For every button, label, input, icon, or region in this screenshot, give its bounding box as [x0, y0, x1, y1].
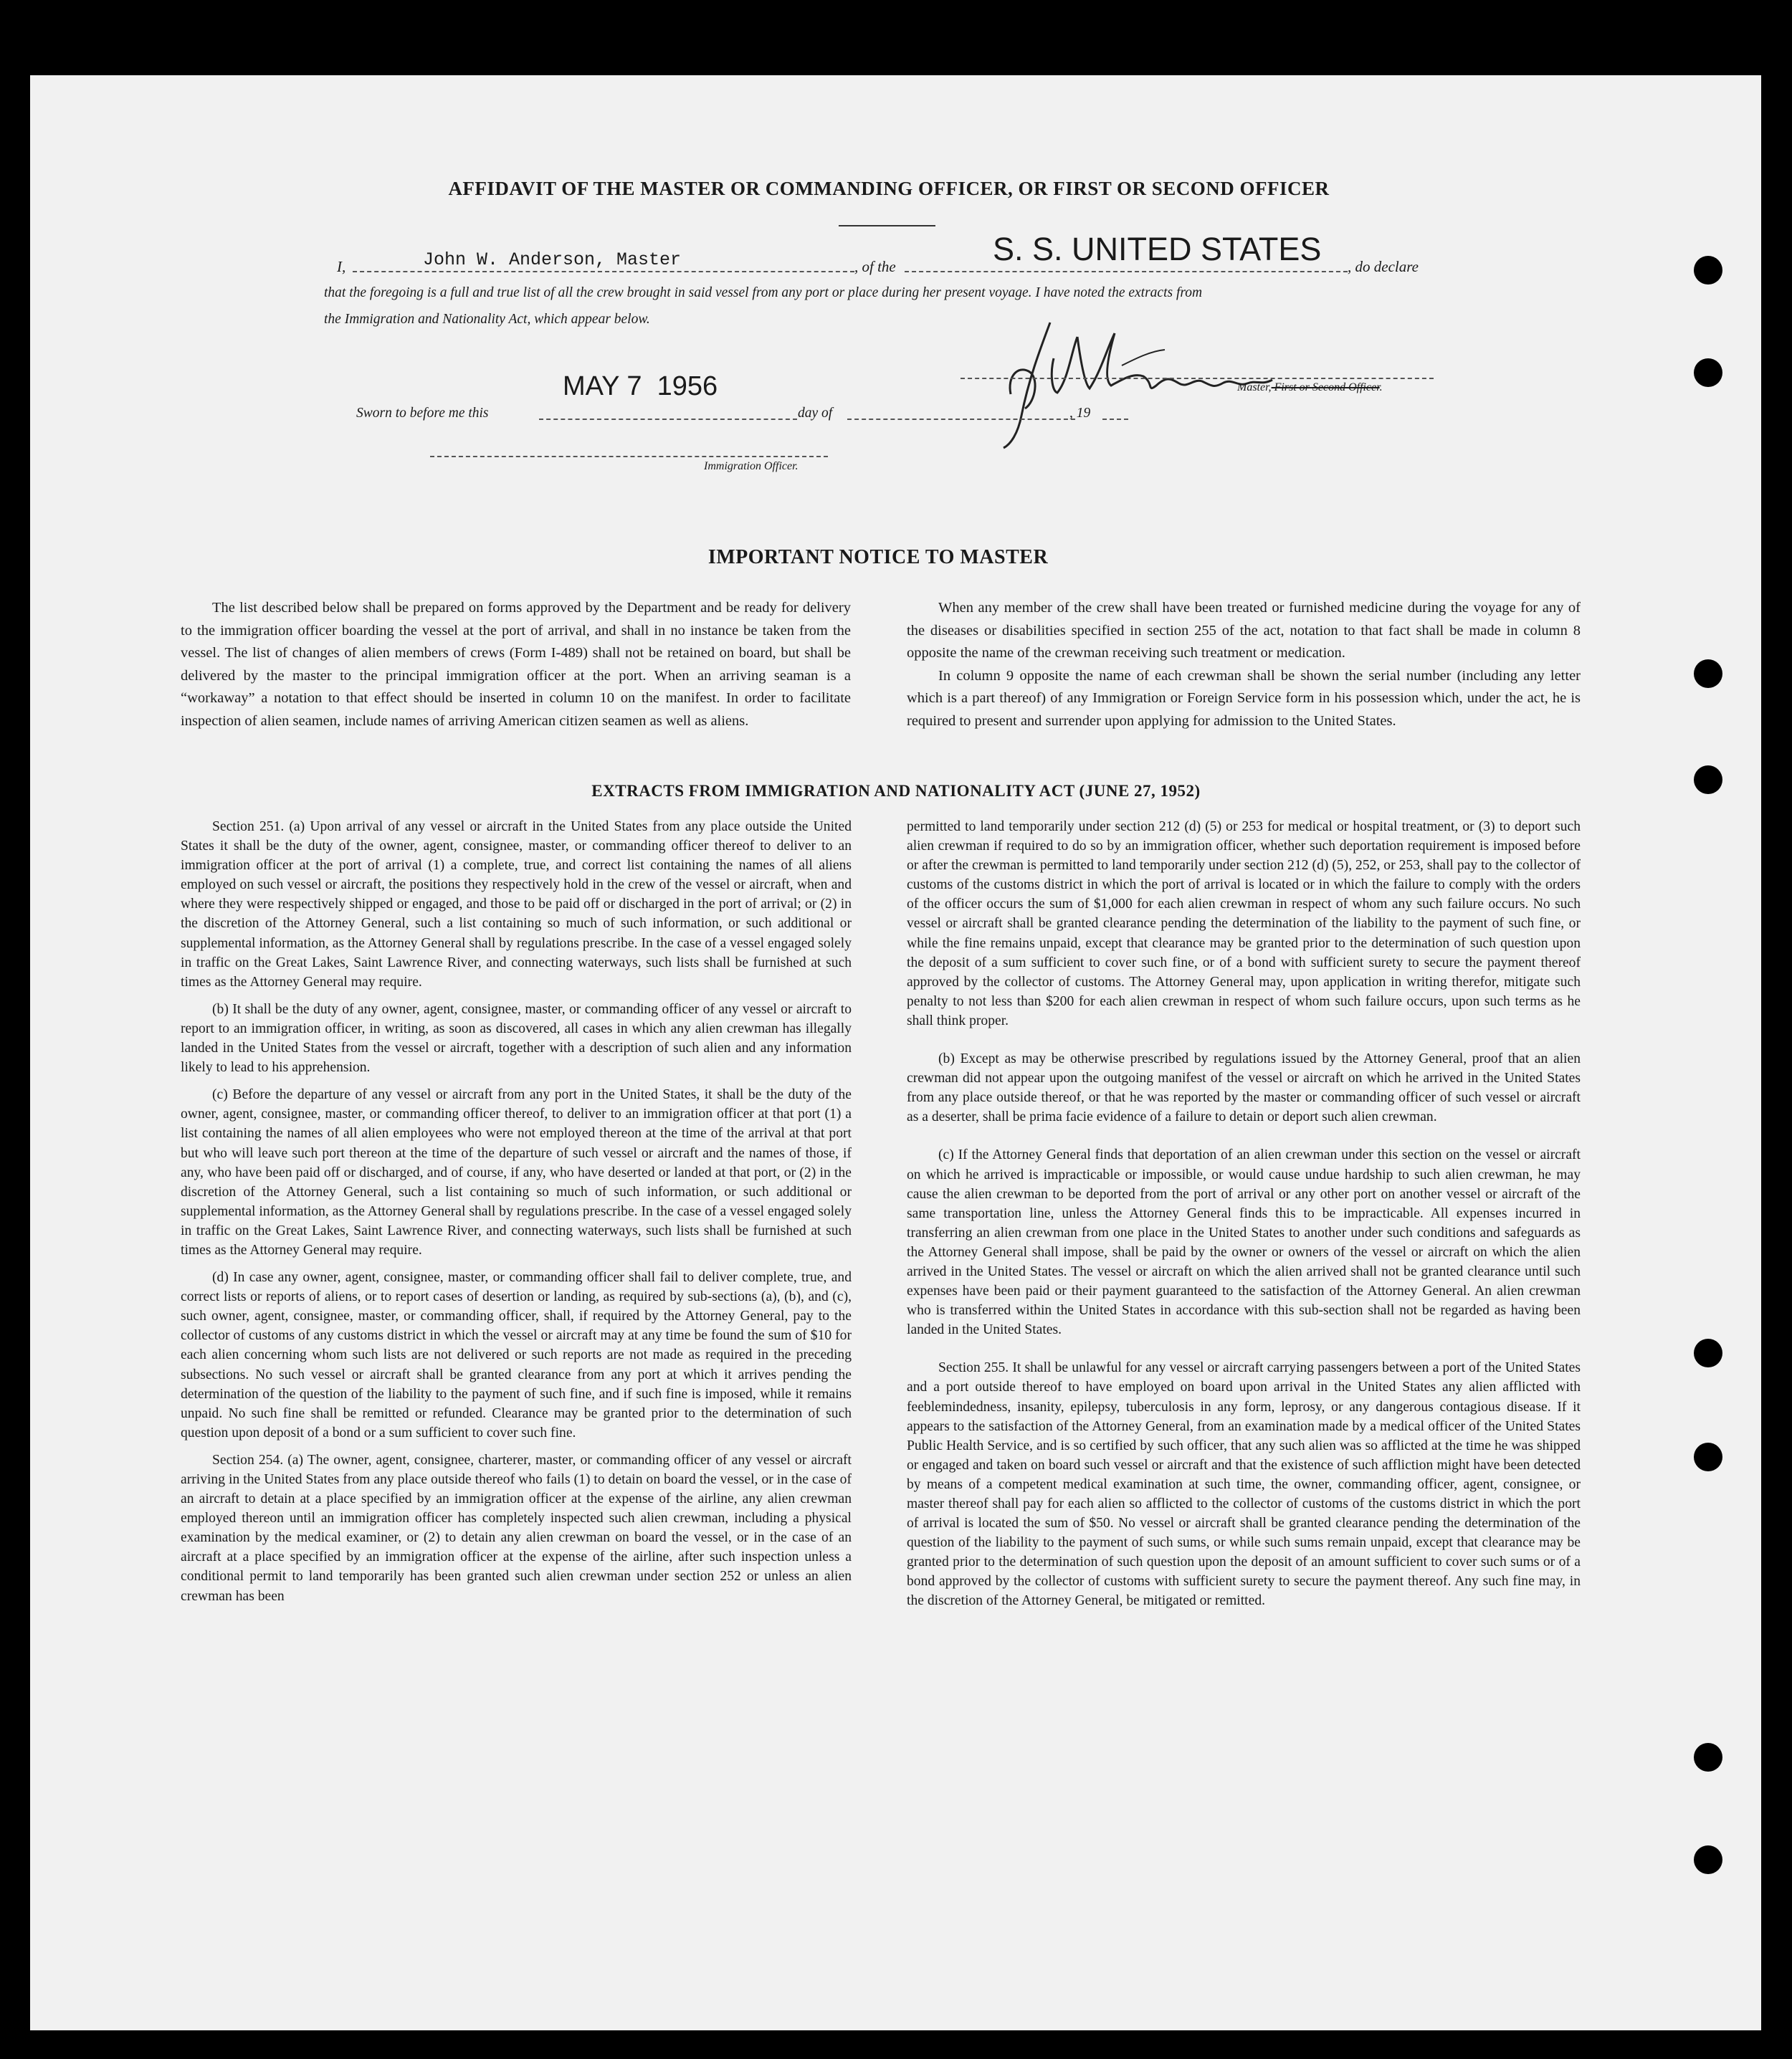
section-254-a: Section 254. (a) The owner, agent, consignee, charterer, master, or commanding officer of any vessel or aircraft arriving in the United States from any place outside thereof who fails (1) to detain on board the vessel, or in the case of an aircraft to detain at a place specified by an immigration officer at the expense of the airline, any alien crewman employed thereon until an immigration officer has completely inspected such alien crewman, including a physical examination by the medical examiner, or (2) to detain any alien crewman on board the vessel, or in the case of an aircraft at a place specified by an immigration officer at the expense of the airline, after such inspection unless a conditional permit to land temporarily has been granted such alien crewman under section 252 or unless an alien crewman has been [181, 1452, 852, 1604]
do-declare-label: , do declare [1348, 258, 1419, 275]
section-251-b: (b) It shall be the duty of any owner, agent, consignee, master, or commanding officer of any vessel or aircraft to report to an immigration officer, in writing, as soon as discovered, all cases in which any alien crewman has illegally landed in the United States from the vessel or aircraft, together with a description of such alien and any information likely to lead to his apprehension. [181, 1001, 852, 1076]
notice-right-text-1: When any member of the crew shall have been treated or furnished medicine during the voyage for any of the diseases or disabilities specified in section 255 of the act, notation to that fact shall be made in column 8 opposite the name of the crewman receiving such treatment or medication. [907, 600, 1581, 661]
i-label: I, [337, 258, 346, 275]
sworn-day-blank [539, 419, 797, 420]
notice-title: IMPORTANT NOTICE TO MASTER [707, 546, 1049, 568]
master-caption-prefix: Master, [1237, 381, 1272, 393]
punch-hole [1694, 358, 1722, 387]
affidavit-title: AFFIDAVIT OF THE MASTER OR COMMANDING OFFICER, OR FIRST OR SECOND OFFICER [448, 178, 1330, 199]
punch-hole [1694, 256, 1722, 285]
declaration-line-1: that the foregoing is a full and true list of all the crew brought in said vessel from any port or place during her present voyage. I have noted the extracts from [324, 285, 1203, 300]
section-254-a-continued: permitted to land temporarily under section 212 (d) (5) or 253 for medical or hospital treatment, or (3) to deport such alien crewman if required to do so by an immigration officer, whether such deportation requirement is imposed before or after the crewman is permitted to land temporarily under section 212 (d) (5), 252, or 253, shall pay to the collector of customs of the customs district in which the port of arrival is located or in which the failure to comply with the orders of the officer occurs the sum of $1,000 for each alien crewman in respect of whom any such failure occurs. No such vessel or aircraft shall be granted clearance pending the determination of the liability to the payment of such fine, or while the fine remains unpaid, except that clearance may be granted prior to the determination of such question upon the deposit of a sum sufficient to cover such fine, or of a bond with sufficient surety to secure the payment thereof approved by the collector of customs. The Attorney General may, upon application in writing therefor, mitigate such penalty to not less than $200 for each alien crewman in respect of whom such failure occurs, upon such terms as he shall think proper. [907, 819, 1581, 1028]
of-the-label: , of the [854, 258, 896, 275]
section-251-a: Section 251. (a) Upon arrival of any vessel or aircraft in the United States from any place outside the United States it shall be the duty of the owner, agent, consignee, master, or commanding officer thereof to deliver to an immigration officer at the port of arrival (1) a complete, true, and correct list containing the names of all aliens employed on such vessel or aircraft, the positions they respectively hold in the crew of the vessel or aircraft, when and where they were respectively shipped or engaged, and those to be paid off or discharged in the port of arrival; or (2) in the discretion of the Attorney General, such a list containing so much of such information, or such additional or supplemental information, as the Attorney General shall by regulations prescribe. In the case of a vessel engaged solely in traffic on the Great Lakes, Saint Lawrence River, and connecting waterways, such lists shall be furnished at such times as the Attorney General may require. [181, 819, 852, 990]
notice-left-text: The list described below shall be prepared on forms approved by the Department and be ready for delivery to the immigration officer boarding the vessel at the port of arrival, and shall in no instance be taken from the vessel. The list of changes of alien members of crews (Form I-489) shall not be retained on board, but shall be delivered by the master to the principal immigration officer at the port. When an arriving seaman is a “workaway” a notation to that effect should be inserted in column 10 on the manifest. In order to facilitate inspection of alien seamen, include names of arriving American citizen seamen as well as aliens. [181, 600, 851, 729]
section-251-d: (d) In case any owner, agent, consignee, master, or commanding officer shall fail to deliver complete, true, and correct lists or reports of aliens, or to report cases of desertion or landing, as required by sub-sections (a), (b), and (c), such owner, agent, consignee, master, or commanding officer, shall, if required by the Attorney General, pay to the collector of customs of any customs district in which the vessel or aircraft may at any time be found the sum of $10 for each alien concerning whom such lists are not delivered or such reports are not made as required in the preceding subsections. No such vessel or aircraft shall be granted clearance from any port at which it arrives pending the determination of the question of the liability to the payment of such fine, and if such fine is imposed, while it remains unpaid. No such fine shall be remitted or refunded. Clearance may be granted prior to the determination of such question upon deposit of a bond or a sum sufficient to cover such fine. [181, 1270, 852, 1441]
declaration-line-2: the Immigration and Nationality Act, which appear below. [324, 312, 650, 327]
section-254-b: (b) Except as may be otherwise prescribed by regulations issued by the Attorney General, proof that an alien crewman did not appear upon the outgoing manifest of the vessel or aircraft on which he arrived in the United States from any place outside thereof, or that he was reported by the master or commanding officer of such vessel or aircraft as a deserter, shall be prima facie evidence of a failure to detain or deport such alien crewman. [907, 1051, 1581, 1125]
master-signature [1000, 308, 1315, 452]
master-caption-struck: First or Second Officer [1271, 381, 1380, 393]
punch-hole [1694, 659, 1722, 688]
section-255: Section 255. It shall be unlawful for any vessel or aircraft carrying passengers between a port of the United States and a port outside thereof to have employed on board upon arrival in the United States any alien afflicted with feeblemindedness, insanity, epilepsy, tuberculosis in any form, leprosy, or any dangerous contagious disease. If it appears to the satisfaction of the Attorney General, from an examination made by a medical officer of the United States Public Health Service, and is so certified by such officer, that any such alien was so afflicted at the time he was shipped or engaged and taken on board such vessel or aircraft and that the existence of such affliction might have been detected by means of a competent medical examination at such time, the owner, commanding officer, agent, consignee, or master thereof shall pay for each alien so afflicted to the collector of customs of the customs district in which the port of arrival is located the sum of $50. No vessel or aircraft shall be granted clearance pending the determination of the question of the liability to the payment of such sums, or while such sums remain unpaid, except that clearance may be granted prior to the determination of such question upon the deposit of an amount sufficient to cover such sums or of a bond approved by the collector of customs with sufficient surety to secure the payment thereof. Any such fine may, in the discretion of the Attorney General, be mitigated or remitted. [907, 1360, 1581, 1609]
notice-right-text-2: In column 9 opposite the name of each crewman shall be shown the serial number (including any letter which is a part thereof) of any Immigration or Foreign Service form in his possession which, under the act, he is required to present and surrender upon applying for admission to the United States. [907, 667, 1581, 729]
officer-signature-line [430, 456, 828, 457]
vessel-name: S. S. UNITED STATES [993, 231, 1322, 267]
sworn-date-stamp: MAY 7 1956 [563, 371, 718, 401]
title-rule [839, 225, 935, 226]
notice-right-column [907, 597, 1581, 732]
signature-line [961, 378, 1434, 379]
section-254-c: (c) If the Attorney General finds that deportation of an alien crewman under this section on the vessel or aircraft on which he arrived is impracticable or impossible, or would cause undue hardship to such alien crewman, he may cause the alien crewman to be deported from the port of arrival or any other port on another vessel or aircraft of the same transportation line, unless the Attorney General finds this to be impracticable. All expenses incurred in transferring an alien crewman from one place in the United States to another under such conditions and safeguards as the Attorney General shall impose, shall be paid by the owner or owners of the vessel or aircraft on which the alien arrived in the United States. The vessel or aircraft on which the alien arrived shall not be granted clearance until such expenses have been paid or their payment guaranteed to the satisfaction of the Attorney General. An alien crewman who is transferred within the United States in accordance with this sub-section shall not be regarded as having been landed in the United States. [907, 1147, 1581, 1338]
punch-hole [1694, 765, 1722, 794]
master-caption [1237, 381, 1383, 394]
notice-left-column [181, 597, 851, 732]
extracts-left-column [181, 817, 852, 1614]
punch-hole [1694, 1339, 1722, 1367]
master-caption-suffix: . [1379, 381, 1383, 393]
name-blank [353, 271, 854, 272]
officer-caption: Immigration Officer. [704, 460, 799, 472]
extracts-title: EXTRACTS FROM IMMIGRATION AND NATIONALITY ACT (JUNE 27, 1952) [591, 782, 1201, 800]
extracts-right-column [907, 817, 1581, 1619]
sworn-month-blank [847, 419, 1075, 420]
sworn-label: Sworn to before me this [356, 406, 489, 421]
punch-hole [1694, 1443, 1722, 1471]
sworn-year-blank [1102, 419, 1128, 420]
day-of-label: day of [798, 406, 833, 421]
punch-hole [1694, 1743, 1722, 1772]
year-label: , 19 [1069, 406, 1091, 421]
vessel-blank [905, 271, 1348, 272]
section-251-c: (c) Before the departure of any vessel or aircraft from any port in the United States, it shall be the duty of the owner, agent, consignee, master, or commanding officer thereof, to deliver to an immigration officer at that port (1) a list containing the names of all alien employees who were not employed thereon at the time of the arrival at that port but who will leave such port thereon at the time of the departure of such vessel or aircraft and the names of those, if any, who have been paid off or discharged, and of course, if any, who have deserted or landed at that port, or (2) in the discretion of the Attorney General, such a list containing so much of such information, or such additional or supplemental information, as the Attorney General shall by regulations prescribe. In the case of a vessel engaged solely in traffic on the Great Lakes, Saint Lawrence River, and connecting waterways, such lists shall be furnished at such times as the Attorney General may require. [181, 1087, 852, 1258]
master-name: John W. Anderson, Master [423, 249, 682, 270]
punch-hole [1694, 1845, 1722, 1874]
